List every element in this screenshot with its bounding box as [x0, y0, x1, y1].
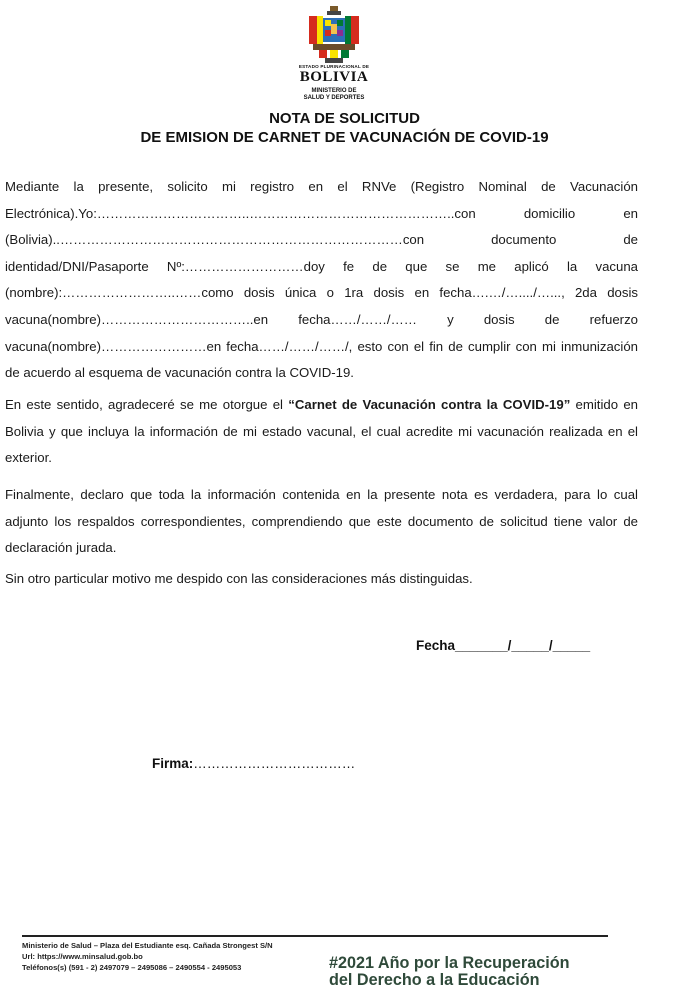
bolivia-coat-of-arms-icon	[305, 6, 363, 64]
date-blanks[interactable]: _______/_____/_____	[455, 638, 591, 653]
paragraph-request	[5, 392, 638, 472]
carnet-name: “Carnet de Vacunación contra la COVID-19”	[288, 397, 571, 412]
paragraph-declaration	[5, 482, 638, 562]
footer-url: Url: https://www.minsalud.gob.bo	[22, 952, 143, 961]
paragraph-4-text: Sin otro particular motivo me despido con las consideraciones más distinguidas.	[5, 571, 473, 586]
title-line-2: DE EMISION DE CARNET DE VACUNACIÓN DE COVID-19	[140, 129, 549, 146]
date-label: Fecha	[416, 638, 456, 653]
paragraph-1-text: Mediante la presente, solicito mi registro en el RNVe (Registro Nominal de Vacunación Electrónica).Yo:……………………………..………………………………………..con domicilio en (Bolivia)..……………………………………………………………………con documento de identidad/DNI/Pasaporte Nº:………………………doy fe de que se me aplicó la vacuna (nombre):……………………..……como dosis única o 1ra dosis en fecha….…/…..../…..., 2da dosis vacuna(nombre)……………………………..en fecha……/……/…… y dosis de refuerzo vacuna(nombre)……………………en fecha……/……/……/, esto con el fin de cumplir con mi inmunización de acuerdo al esquema de vacunación contra la COVID-19.	[5, 179, 638, 381]
ministry-logo	[294, 6, 374, 110]
paragraph-2-end: emitido en Bolivia y que incluya la información de mi estado vacunal, el cual acredite mi vacunación realizada en el exterior.	[5, 397, 638, 466]
paragraph-3-text: Finalmente, declaro que toda la información contenida en la presente nota es verdadera, para lo cual adjunto los respaldos correspondientes, comprendiendo que este documento de solicitud tiene valor de declaración jurada.	[5, 487, 638, 556]
signature-dots[interactable]: ………………………………	[193, 756, 356, 771]
slogan-line-2: del Derecho a la Educación	[329, 971, 540, 989]
footer-phones: Teléfonos(s) (591 - 2) 2497079 – 2495086 – 2490554 - 2495053	[22, 963, 242, 972]
signature-label: Firma:	[152, 756, 194, 771]
ministry-name	[294, 88, 374, 102]
paragraph-closing	[5, 566, 638, 593]
signature-field[interactable]	[152, 756, 355, 771]
paragraph-2-start: En este sentido, agradeceré se me otorgue el	[5, 397, 289, 412]
country-name: BOLIVIA	[299, 69, 369, 85]
paragraph-2-text	[5, 392, 638, 472]
footer-address: Ministerio de Salud – Plaza del Estudiante esq. Cañada Strongest S/N	[22, 941, 273, 950]
slogan-line-1: #2021 Año por la Recuperación	[329, 954, 570, 972]
ministry-line-1: MINISTERIO DE	[311, 88, 357, 94]
footer-slogan	[329, 955, 570, 989]
footer-divider	[22, 935, 608, 937]
state-label: ESTADO PLURINACIONAL DE	[298, 64, 370, 69]
date-field[interactable]	[416, 638, 590, 653]
title-line-1: NOTA DE SOLICITUD	[269, 110, 420, 127]
paragraph-registration	[5, 174, 638, 387]
footer-contact	[22, 940, 273, 973]
ministry-line-2: SALUD Y DEPORTES	[303, 95, 365, 101]
